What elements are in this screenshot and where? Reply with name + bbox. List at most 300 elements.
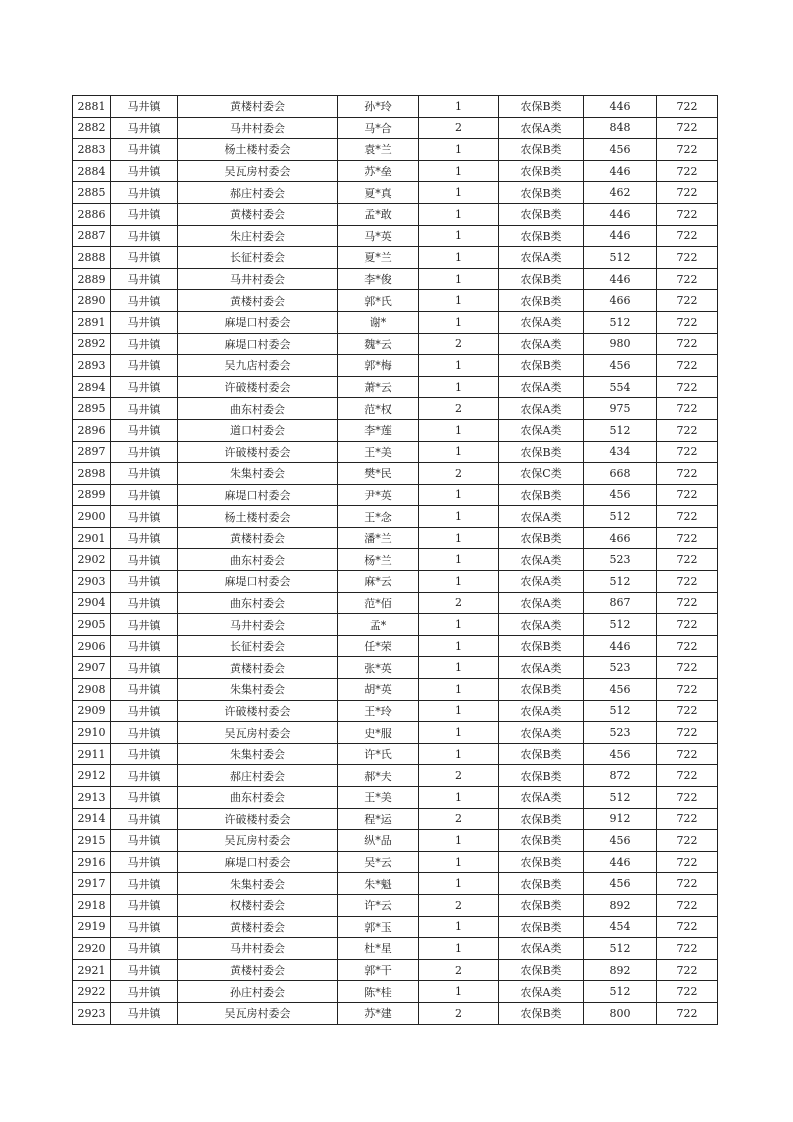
- category-cell: 农保B类: [499, 635, 584, 657]
- household-size-cell: 1: [419, 722, 499, 744]
- town-cell: 马井镇: [111, 484, 178, 506]
- category-cell: 农保A类: [499, 506, 584, 528]
- town-cell: 马井镇: [111, 787, 178, 809]
- person-name-cell: 马*英: [338, 225, 419, 247]
- table-row: [73, 592, 718, 614]
- amount-cell: 912: [584, 808, 657, 830]
- table-row: [73, 333, 718, 355]
- household-size-cell: 1: [419, 873, 499, 895]
- person-name-cell: 郭*梅: [338, 355, 419, 377]
- amount-cell: 456: [584, 355, 657, 377]
- category-cell: 农保B类: [499, 527, 584, 549]
- code-cell: 722: [657, 441, 718, 463]
- household-size-cell: 1: [419, 506, 499, 528]
- code-cell: 722: [657, 225, 718, 247]
- household-size-cell: 1: [419, 182, 499, 204]
- town-cell: 马井镇: [111, 830, 178, 852]
- village-committee-cell: 吴瓦房村委会: [178, 830, 338, 852]
- serial-number-cell: 2916: [73, 851, 111, 873]
- village-committee-cell: 黄楼村委会: [178, 290, 338, 312]
- town-cell: 马井镇: [111, 117, 178, 139]
- code-cell: 722: [657, 571, 718, 593]
- amount-cell: 446: [584, 225, 657, 247]
- code-cell: 722: [657, 787, 718, 809]
- household-size-cell: 1: [419, 160, 499, 182]
- serial-number-cell: 2900: [73, 506, 111, 528]
- town-cell: 马井镇: [111, 1002, 178, 1024]
- amount-cell: 446: [584, 268, 657, 290]
- code-cell: 722: [657, 376, 718, 398]
- serial-number-cell: 2905: [73, 614, 111, 636]
- amount-cell: 434: [584, 441, 657, 463]
- person-name-cell: 夏*真: [338, 182, 419, 204]
- person-name-cell: 袁*兰: [338, 139, 419, 161]
- serial-number-cell: 2913: [73, 787, 111, 809]
- household-size-cell: 2: [419, 398, 499, 420]
- village-committee-cell: 许破楼村委会: [178, 700, 338, 722]
- amount-cell: 892: [584, 959, 657, 981]
- town-cell: 马井镇: [111, 419, 178, 441]
- household-size-cell: 1: [419, 311, 499, 333]
- code-cell: 722: [657, 355, 718, 377]
- code-cell: 722: [657, 268, 718, 290]
- code-cell: 722: [657, 959, 718, 981]
- village-committee-cell: 曲东村委会: [178, 787, 338, 809]
- person-name-cell: 杜*星: [338, 938, 419, 960]
- household-size-cell: 1: [419, 96, 499, 118]
- town-cell: 马井镇: [111, 959, 178, 981]
- household-size-cell: 2: [419, 333, 499, 355]
- amount-cell: 668: [584, 463, 657, 485]
- code-cell: 722: [657, 290, 718, 312]
- person-name-cell: 胡*英: [338, 679, 419, 701]
- village-committee-cell: 麻堤口村委会: [178, 333, 338, 355]
- village-committee-cell: 许破楼村委会: [178, 808, 338, 830]
- category-cell: 农保B类: [499, 959, 584, 981]
- amount-cell: 980: [584, 333, 657, 355]
- category-cell: 农保A类: [499, 938, 584, 960]
- code-cell: 722: [657, 311, 718, 333]
- household-size-cell: 1: [419, 787, 499, 809]
- town-cell: 马井镇: [111, 376, 178, 398]
- household-size-cell: 1: [419, 290, 499, 312]
- town-cell: 马井镇: [111, 355, 178, 377]
- amount-cell: 512: [584, 700, 657, 722]
- table-row: [73, 268, 718, 290]
- serial-number-cell: 2918: [73, 894, 111, 916]
- table-row: [73, 419, 718, 441]
- household-size-cell: 1: [419, 355, 499, 377]
- village-committee-cell: 郝庄村委会: [178, 182, 338, 204]
- household-size-cell: 1: [419, 225, 499, 247]
- serial-number-cell: 2898: [73, 463, 111, 485]
- village-committee-cell: 黄楼村委会: [178, 527, 338, 549]
- category-cell: 农保A类: [499, 657, 584, 679]
- category-cell: 农保B类: [499, 830, 584, 852]
- amount-cell: 523: [584, 549, 657, 571]
- category-cell: 农保B类: [499, 873, 584, 895]
- village-committee-cell: 曲东村委会: [178, 398, 338, 420]
- person-name-cell: 郭*干: [338, 959, 419, 981]
- table-row: [73, 182, 718, 204]
- category-cell: 农保B类: [499, 139, 584, 161]
- code-cell: 722: [657, 139, 718, 161]
- table-row: [73, 247, 718, 269]
- person-name-cell: 潘*兰: [338, 527, 419, 549]
- table-row: [73, 290, 718, 312]
- household-size-cell: 1: [419, 139, 499, 161]
- village-committee-cell: 黄楼村委会: [178, 96, 338, 118]
- code-cell: 722: [657, 851, 718, 873]
- household-size-cell: 1: [419, 527, 499, 549]
- serial-number-cell: 2890: [73, 290, 111, 312]
- category-cell: 农保A类: [499, 311, 584, 333]
- household-size-cell: 2: [419, 1002, 499, 1024]
- table-row: [73, 916, 718, 938]
- table-row: [73, 614, 718, 636]
- person-name-cell: 苏*垒: [338, 160, 419, 182]
- household-size-cell: 1: [419, 635, 499, 657]
- person-name-cell: 李*莲: [338, 419, 419, 441]
- person-name-cell: 郭*氏: [338, 290, 419, 312]
- household-size-cell: 1: [419, 247, 499, 269]
- serial-number-cell: 2893: [73, 355, 111, 377]
- household-size-cell: 2: [419, 959, 499, 981]
- code-cell: 722: [657, 657, 718, 679]
- category-cell: 农保B类: [499, 894, 584, 916]
- town-cell: 马井镇: [111, 700, 178, 722]
- town-cell: 马井镇: [111, 743, 178, 765]
- person-name-cell: 萧*云: [338, 376, 419, 398]
- amount-cell: 867: [584, 592, 657, 614]
- code-cell: 722: [657, 549, 718, 571]
- town-cell: 马井镇: [111, 463, 178, 485]
- category-cell: 农保A类: [499, 571, 584, 593]
- category-cell: 农保B类: [499, 679, 584, 701]
- village-committee-cell: 许破楼村委会: [178, 376, 338, 398]
- person-name-cell: 程*运: [338, 808, 419, 830]
- household-size-cell: 2: [419, 463, 499, 485]
- category-cell: 农保A类: [499, 117, 584, 139]
- records-table: [72, 95, 718, 1025]
- category-cell: 农保C类: [499, 463, 584, 485]
- village-committee-cell: 长征村委会: [178, 247, 338, 269]
- household-size-cell: 1: [419, 419, 499, 441]
- serial-number-cell: 2915: [73, 830, 111, 852]
- amount-cell: 554: [584, 376, 657, 398]
- table-row: [73, 311, 718, 333]
- category-cell: 农保A类: [499, 981, 584, 1003]
- person-name-cell: 麻*云: [338, 571, 419, 593]
- code-cell: 722: [657, 614, 718, 636]
- town-cell: 马井镇: [111, 614, 178, 636]
- category-cell: 农保A类: [499, 700, 584, 722]
- table-row: [73, 808, 718, 830]
- serial-number-cell: 2894: [73, 376, 111, 398]
- town-cell: 马井镇: [111, 96, 178, 118]
- village-committee-cell: 麻堤口村委会: [178, 571, 338, 593]
- person-name-cell: 苏*建: [338, 1002, 419, 1024]
- category-cell: 农保B类: [499, 290, 584, 312]
- serial-number-cell: 2902: [73, 549, 111, 571]
- amount-cell: 872: [584, 765, 657, 787]
- code-cell: 722: [657, 700, 718, 722]
- code-cell: 722: [657, 938, 718, 960]
- household-size-cell: 1: [419, 700, 499, 722]
- serial-number-cell: 2911: [73, 743, 111, 765]
- serial-number-cell: 2906: [73, 635, 111, 657]
- code-cell: 722: [657, 182, 718, 204]
- serial-number-cell: 2920: [73, 938, 111, 960]
- person-name-cell: 王*美: [338, 787, 419, 809]
- household-size-cell: 1: [419, 938, 499, 960]
- person-name-cell: 范*权: [338, 398, 419, 420]
- village-committee-cell: 权楼村委会: [178, 894, 338, 916]
- town-cell: 马井镇: [111, 571, 178, 593]
- town-cell: 马井镇: [111, 527, 178, 549]
- town-cell: 马井镇: [111, 938, 178, 960]
- category-cell: 农保A类: [499, 614, 584, 636]
- table-row: [73, 938, 718, 960]
- code-cell: 722: [657, 96, 718, 118]
- serial-number-cell: 2897: [73, 441, 111, 463]
- household-size-cell: 1: [419, 743, 499, 765]
- category-cell: 农保B类: [499, 96, 584, 118]
- amount-cell: 462: [584, 182, 657, 204]
- table-row: [73, 355, 718, 377]
- village-committee-cell: 黄楼村委会: [178, 203, 338, 225]
- serial-number-cell: 2883: [73, 139, 111, 161]
- household-size-cell: 1: [419, 376, 499, 398]
- person-name-cell: 王*美: [338, 441, 419, 463]
- household-size-cell: 1: [419, 571, 499, 593]
- town-cell: 马井镇: [111, 311, 178, 333]
- person-name-cell: 任*荣: [338, 635, 419, 657]
- village-committee-cell: 黄楼村委会: [178, 959, 338, 981]
- town-cell: 马井镇: [111, 808, 178, 830]
- town-cell: 马井镇: [111, 333, 178, 355]
- household-size-cell: 1: [419, 916, 499, 938]
- serial-number-cell: 2882: [73, 117, 111, 139]
- table-row: [73, 225, 718, 247]
- person-name-cell: 郝*夫: [338, 765, 419, 787]
- village-committee-cell: 马井村委会: [178, 117, 338, 139]
- village-committee-cell: 马井村委会: [178, 614, 338, 636]
- amount-cell: 523: [584, 657, 657, 679]
- village-committee-cell: 曲东村委会: [178, 592, 338, 614]
- category-cell: 农保B类: [499, 1002, 584, 1024]
- table-row: [73, 571, 718, 593]
- table-row: [73, 679, 718, 701]
- serial-number-cell: 2921: [73, 959, 111, 981]
- town-cell: 马井镇: [111, 635, 178, 657]
- category-cell: 农保B类: [499, 916, 584, 938]
- town-cell: 马井镇: [111, 765, 178, 787]
- person-name-cell: 史*服: [338, 722, 419, 744]
- serial-number-cell: 2917: [73, 873, 111, 895]
- code-cell: 722: [657, 419, 718, 441]
- household-size-cell: 2: [419, 117, 499, 139]
- person-name-cell: 樊*民: [338, 463, 419, 485]
- code-cell: 722: [657, 981, 718, 1003]
- person-name-cell: 吴*云: [338, 851, 419, 873]
- village-committee-cell: 吴九店村委会: [178, 355, 338, 377]
- household-size-cell: 2: [419, 894, 499, 916]
- table-row: [73, 376, 718, 398]
- amount-cell: 446: [584, 635, 657, 657]
- amount-cell: 446: [584, 160, 657, 182]
- table-row: [73, 959, 718, 981]
- serial-number-cell: 2914: [73, 808, 111, 830]
- serial-number-cell: 2886: [73, 203, 111, 225]
- town-cell: 马井镇: [111, 916, 178, 938]
- code-cell: 722: [657, 160, 718, 182]
- amount-cell: 892: [584, 894, 657, 916]
- amount-cell: 512: [584, 571, 657, 593]
- table-row: [73, 117, 718, 139]
- serial-number-cell: 2919: [73, 916, 111, 938]
- person-name-cell: 纵*品: [338, 830, 419, 852]
- code-cell: 722: [657, 592, 718, 614]
- village-committee-cell: 吴瓦房村委会: [178, 1002, 338, 1024]
- village-committee-cell: 长征村委会: [178, 635, 338, 657]
- category-cell: 农保A类: [499, 787, 584, 809]
- town-cell: 马井镇: [111, 722, 178, 744]
- category-cell: 农保B类: [499, 268, 584, 290]
- serial-number-cell: 2887: [73, 225, 111, 247]
- person-name-cell: 魏*云: [338, 333, 419, 355]
- table-row: [73, 657, 718, 679]
- amount-cell: 512: [584, 981, 657, 1003]
- village-committee-cell: 黄楼村委会: [178, 916, 338, 938]
- code-cell: 722: [657, 830, 718, 852]
- category-cell: 农保B类: [499, 182, 584, 204]
- person-name-cell: 许*云: [338, 894, 419, 916]
- town-cell: 马井镇: [111, 268, 178, 290]
- town-cell: 马井镇: [111, 182, 178, 204]
- household-size-cell: 1: [419, 268, 499, 290]
- village-committee-cell: 麻堤口村委会: [178, 311, 338, 333]
- table-row: [73, 139, 718, 161]
- code-cell: 722: [657, 506, 718, 528]
- amount-cell: 456: [584, 743, 657, 765]
- town-cell: 马井镇: [111, 160, 178, 182]
- table-row: [73, 506, 718, 528]
- village-committee-cell: 郝庄村委会: [178, 765, 338, 787]
- town-cell: 马井镇: [111, 441, 178, 463]
- table-row: [73, 851, 718, 873]
- serial-number-cell: 2889: [73, 268, 111, 290]
- town-cell: 马井镇: [111, 657, 178, 679]
- town-cell: 马井镇: [111, 247, 178, 269]
- serial-number-cell: 2881: [73, 96, 111, 118]
- household-size-cell: 1: [419, 484, 499, 506]
- amount-cell: 975: [584, 398, 657, 420]
- household-size-cell: 2: [419, 808, 499, 830]
- serial-number-cell: 2910: [73, 722, 111, 744]
- serial-number-cell: 2899: [73, 484, 111, 506]
- serial-number-cell: 2901: [73, 527, 111, 549]
- person-name-cell: 朱*魁: [338, 873, 419, 895]
- amount-cell: 512: [584, 247, 657, 269]
- town-cell: 马井镇: [111, 873, 178, 895]
- person-name-cell: 尹*英: [338, 484, 419, 506]
- household-size-cell: 1: [419, 830, 499, 852]
- category-cell: 农保B类: [499, 225, 584, 247]
- person-name-cell: 张*英: [338, 657, 419, 679]
- village-committee-cell: 曲东村委会: [178, 549, 338, 571]
- category-cell: 农保B类: [499, 355, 584, 377]
- person-name-cell: 谢*: [338, 311, 419, 333]
- category-cell: 农保A类: [499, 247, 584, 269]
- code-cell: 722: [657, 873, 718, 895]
- village-committee-cell: 朱集村委会: [178, 743, 338, 765]
- table-row: [73, 96, 718, 118]
- amount-cell: 456: [584, 484, 657, 506]
- town-cell: 马井镇: [111, 592, 178, 614]
- person-name-cell: 郭*玉: [338, 916, 419, 938]
- code-cell: 722: [657, 527, 718, 549]
- table-row: [73, 873, 718, 895]
- category-cell: 农保B类: [499, 484, 584, 506]
- table-row: [73, 830, 718, 852]
- village-committee-cell: 马井村委会: [178, 268, 338, 290]
- town-cell: 马井镇: [111, 139, 178, 161]
- person-name-cell: 王*念: [338, 506, 419, 528]
- amount-cell: 456: [584, 873, 657, 895]
- town-cell: 马井镇: [111, 549, 178, 571]
- village-committee-cell: 吴瓦房村委会: [178, 722, 338, 744]
- serial-number-cell: 2909: [73, 700, 111, 722]
- serial-number-cell: 2907: [73, 657, 111, 679]
- town-cell: 马井镇: [111, 506, 178, 528]
- amount-cell: 456: [584, 830, 657, 852]
- village-committee-cell: 朱集村委会: [178, 463, 338, 485]
- household-size-cell: 2: [419, 592, 499, 614]
- amount-cell: 456: [584, 679, 657, 701]
- code-cell: 722: [657, 117, 718, 139]
- amount-cell: 456: [584, 139, 657, 161]
- serial-number-cell: 2884: [73, 160, 111, 182]
- amount-cell: 800: [584, 1002, 657, 1024]
- serial-number-cell: 2885: [73, 182, 111, 204]
- category-cell: 农保B类: [499, 765, 584, 787]
- amount-cell: 446: [584, 851, 657, 873]
- amount-cell: 512: [584, 614, 657, 636]
- category-cell: 农保B类: [499, 808, 584, 830]
- village-committee-cell: 朱集村委会: [178, 873, 338, 895]
- amount-cell: 446: [584, 96, 657, 118]
- amount-cell: 454: [584, 916, 657, 938]
- code-cell: 722: [657, 894, 718, 916]
- town-cell: 马井镇: [111, 225, 178, 247]
- household-size-cell: 1: [419, 679, 499, 701]
- household-size-cell: 1: [419, 981, 499, 1003]
- table-row: [73, 203, 718, 225]
- category-cell: 农保B类: [499, 441, 584, 463]
- household-size-cell: 1: [419, 203, 499, 225]
- category-cell: 农保B类: [499, 743, 584, 765]
- amount-cell: 446: [584, 203, 657, 225]
- town-cell: 马井镇: [111, 203, 178, 225]
- table-row: [73, 981, 718, 1003]
- village-committee-cell: 马井村委会: [178, 938, 338, 960]
- table-row: [73, 635, 718, 657]
- village-committee-cell: 朱庄村委会: [178, 225, 338, 247]
- village-committee-cell: 道口村委会: [178, 419, 338, 441]
- code-cell: 722: [657, 765, 718, 787]
- code-cell: 722: [657, 484, 718, 506]
